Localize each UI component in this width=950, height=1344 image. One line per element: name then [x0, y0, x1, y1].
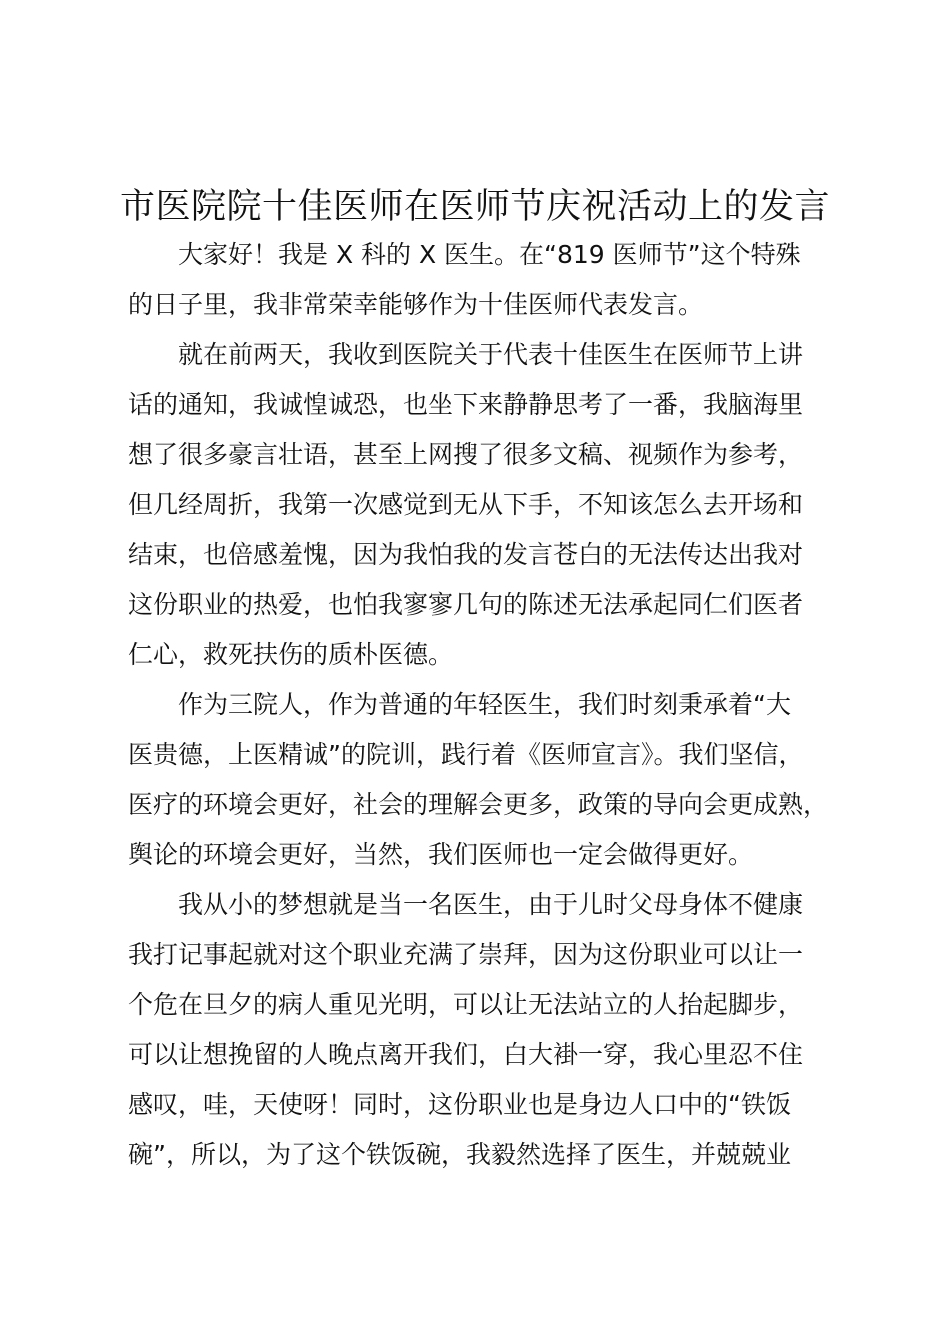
- paragraph-line: 但几经周折，我第一次感觉到无从下手，不知该怎么去开场和: [128, 490, 804, 519]
- paragraph-line: 可以让想挽留的人晚点离开我们，白大褂一穿，我心里忍不住: [128, 1040, 804, 1069]
- paragraph-line: 这份职业的热爱，也怕我寥寥几句的陈述无法承起同仁们医者: [128, 590, 804, 619]
- paragraph-line: 就在前两天，我收到医院关于代表十佳医生在医师节上讲: [178, 340, 804, 369]
- paragraph-line: 医贵德，上医精诚”的院训，践行着《医师宣言》。我们坚信，: [128, 740, 804, 769]
- document-title: 市医院院十佳医师在医师节庆祝活动上的发言: [119, 187, 830, 227]
- paragraph-line: 仁心，救死扶伤的质朴医德。: [128, 640, 454, 669]
- paragraph-line: 结束，也倍感羞愧，因为我怕我的发言苍白的无法传达出我对: [128, 540, 804, 569]
- paragraph-line: 的日子里，我非常荣幸能够作为十佳医师代表发言。: [128, 290, 704, 319]
- paragraph-line: 想了很多豪言壮语，甚至上网搜了很多文稿、视频作为参考，: [128, 440, 804, 469]
- paragraph-line: 我打记事起就对这个职业充满了崇拜，因为这份职业可以让一: [128, 940, 804, 969]
- paragraph-line: 舆论的环境会更好，当然，我们医师也一定会做得更好。: [128, 840, 754, 869]
- paragraph-line: 话的通知，我诚惶诚恐，也坐下来静静思考了一番，我脑海里: [128, 390, 804, 419]
- paragraph-line: 大家好！我是 X 科的 X 医生。在“819 医师节”这个特殊: [178, 240, 801, 269]
- paragraph-line: 碗”，所以，为了这个铁饭碗，我毅然选择了医生，并兢兢业: [128, 1140, 791, 1169]
- paragraph-line: 作为三院人，作为普通的年轻医生，我们时刻秉承着“大: [178, 690, 791, 719]
- paragraph-line: 医疗的环境会更好，社会的理解会更多，政策的导向会更成熟，: [128, 790, 829, 819]
- paragraph-line: 感叹，哇，天使呀！同时，这份职业也是身边人口中的“铁饭: [128, 1090, 791, 1119]
- paragraph-line: 我从小的梦想就是当一名医生，由于儿时父母身体不健康: [178, 890, 804, 919]
- paragraph-line: 个危在旦夕的病人重见光明，可以让无法站立的人抬起脚步，: [128, 990, 804, 1019]
